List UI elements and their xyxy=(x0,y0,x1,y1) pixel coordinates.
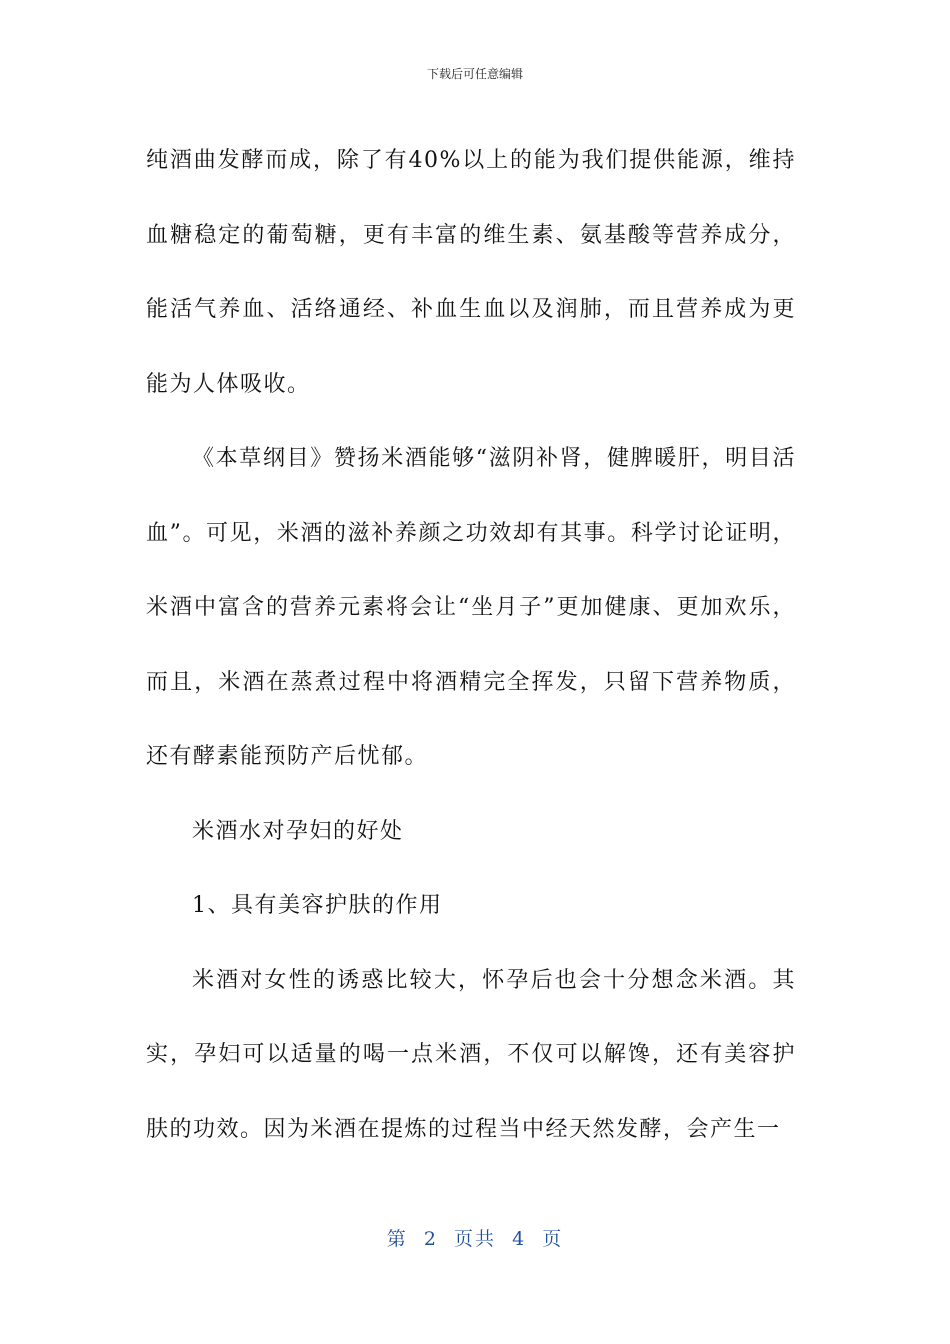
paragraph-3: 米酒对女性的诱惑比较大，怀孕后也会十分想念米酒。其实，孕妇可以适量的喝一点米酒，不仅可以解馋，还有美容护肤的功效。因为米酒在提炼的过程当中经天然发酵，会产生一 xyxy=(146,967,796,1142)
section-heading: 米酒水对孕妇的好处 xyxy=(192,818,404,844)
paragraph-2: 《本草纲目》赞扬米酒能够“滋阴补肾，健脾暖肝，明目活血”。可见，米酒的滋补养颜之功效却有其事。科学讨论证明，米酒中富含的营养元素将会让“坐月子”更加健康、更加欢乐，而且，米酒在蒸煮过程中将酒精完全挥发，只留下营养物质，还有酵素能预防产后忧郁。 xyxy=(146,446,796,769)
page-number: 第 2 页共 4 页 xyxy=(386,1228,564,1250)
page-header: 下载后可任意编辑 xyxy=(426,67,523,81)
page-footer xyxy=(0,1226,950,1252)
paragraph-1: 纯酒曲发酵而成，除了有40%以上的能为我们提供能源，维持血糖稳定的葡萄糖，更有丰富的维生素、氨基酸等营养成分，能活气养血、活络通经、补血生血以及润肺，而且营养成为更能为人体吸收。 xyxy=(146,148,796,397)
subsection-heading: 1、具有美容护肤的作用 xyxy=(192,893,443,918)
document-body xyxy=(146,124,796,1167)
